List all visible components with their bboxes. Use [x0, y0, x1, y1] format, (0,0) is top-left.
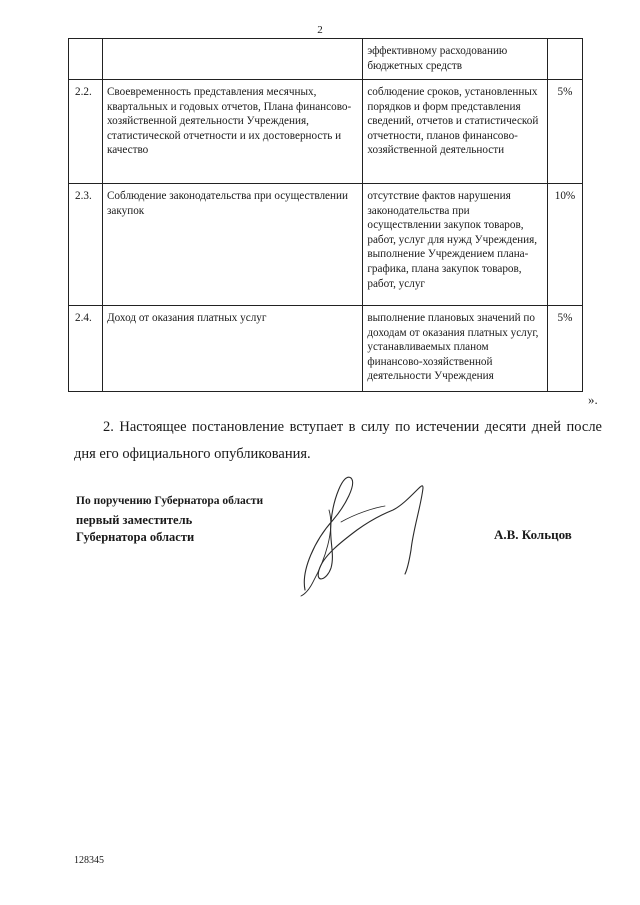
- page-number: 2: [317, 24, 323, 36]
- condition-cell: выполнение плановых значений по доходам от оказания платных услуг, устанавливаемых планом финансово-хозяйственной деятельности Учреждения: [363, 306, 548, 392]
- signatory-name: А.В. Кольцов: [494, 527, 572, 542]
- closing-quote: ».: [588, 392, 598, 407]
- signatory-position-line1: первый заместитель: [76, 513, 193, 527]
- condition-cell: эффективному расходованию бюджетных средств: [363, 39, 548, 80]
- percent-cell: 5%: [548, 80, 583, 184]
- percent-cell: [548, 39, 583, 80]
- signature-authority-line: По поручению Губернатора области: [76, 495, 264, 507]
- criterion-cell: Соблюдение законодательства при осуществлении закупок: [102, 184, 362, 306]
- condition-cell: отсутствие фактов нарушения законодательства при осуществлении закупок товаров, работ, услуг для нужд Учреждения, выполнение Учреждением плана-графика, плана закупок товаров, работ, услуг: [363, 184, 548, 306]
- table-row: [69, 184, 583, 306]
- percent-cell: 10%: [548, 184, 583, 306]
- table-row: [69, 80, 583, 184]
- criterion-cell: Доход от оказания платных услуг: [102, 306, 362, 392]
- signatory-position-line2: Губернатора области: [76, 530, 195, 544]
- effective-date-paragraph: 2. Настоящее постановление вступает в силу по истечении десяти дней после дня его официального опубликования.: [74, 419, 602, 462]
- percent-cell: 5%: [548, 306, 583, 392]
- row-number: 2.3.: [69, 184, 103, 306]
- row-number: [69, 39, 103, 80]
- criterion-cell: [102, 39, 362, 80]
- handwritten-signature: [285, 470, 445, 600]
- table-row: [69, 39, 583, 80]
- table-row: [69, 306, 583, 392]
- condition-cell: соблюдение сроков, установленных порядков и форм представления сведений, отчетов и статистической отчетности, планов финансово-хозяйственной деятельности: [363, 80, 548, 184]
- row-number: 2.2.: [69, 80, 103, 184]
- row-number: 2.4.: [69, 306, 103, 392]
- document-code: 128345: [74, 855, 104, 866]
- criterion-cell: Своевременность представления месячных, квартальных и годовых отчетов, Плана финансово-хозяйственной деятельности Учреждения, статистической отчетности и их достоверность и качество: [102, 80, 362, 184]
- criteria-table: [68, 38, 583, 392]
